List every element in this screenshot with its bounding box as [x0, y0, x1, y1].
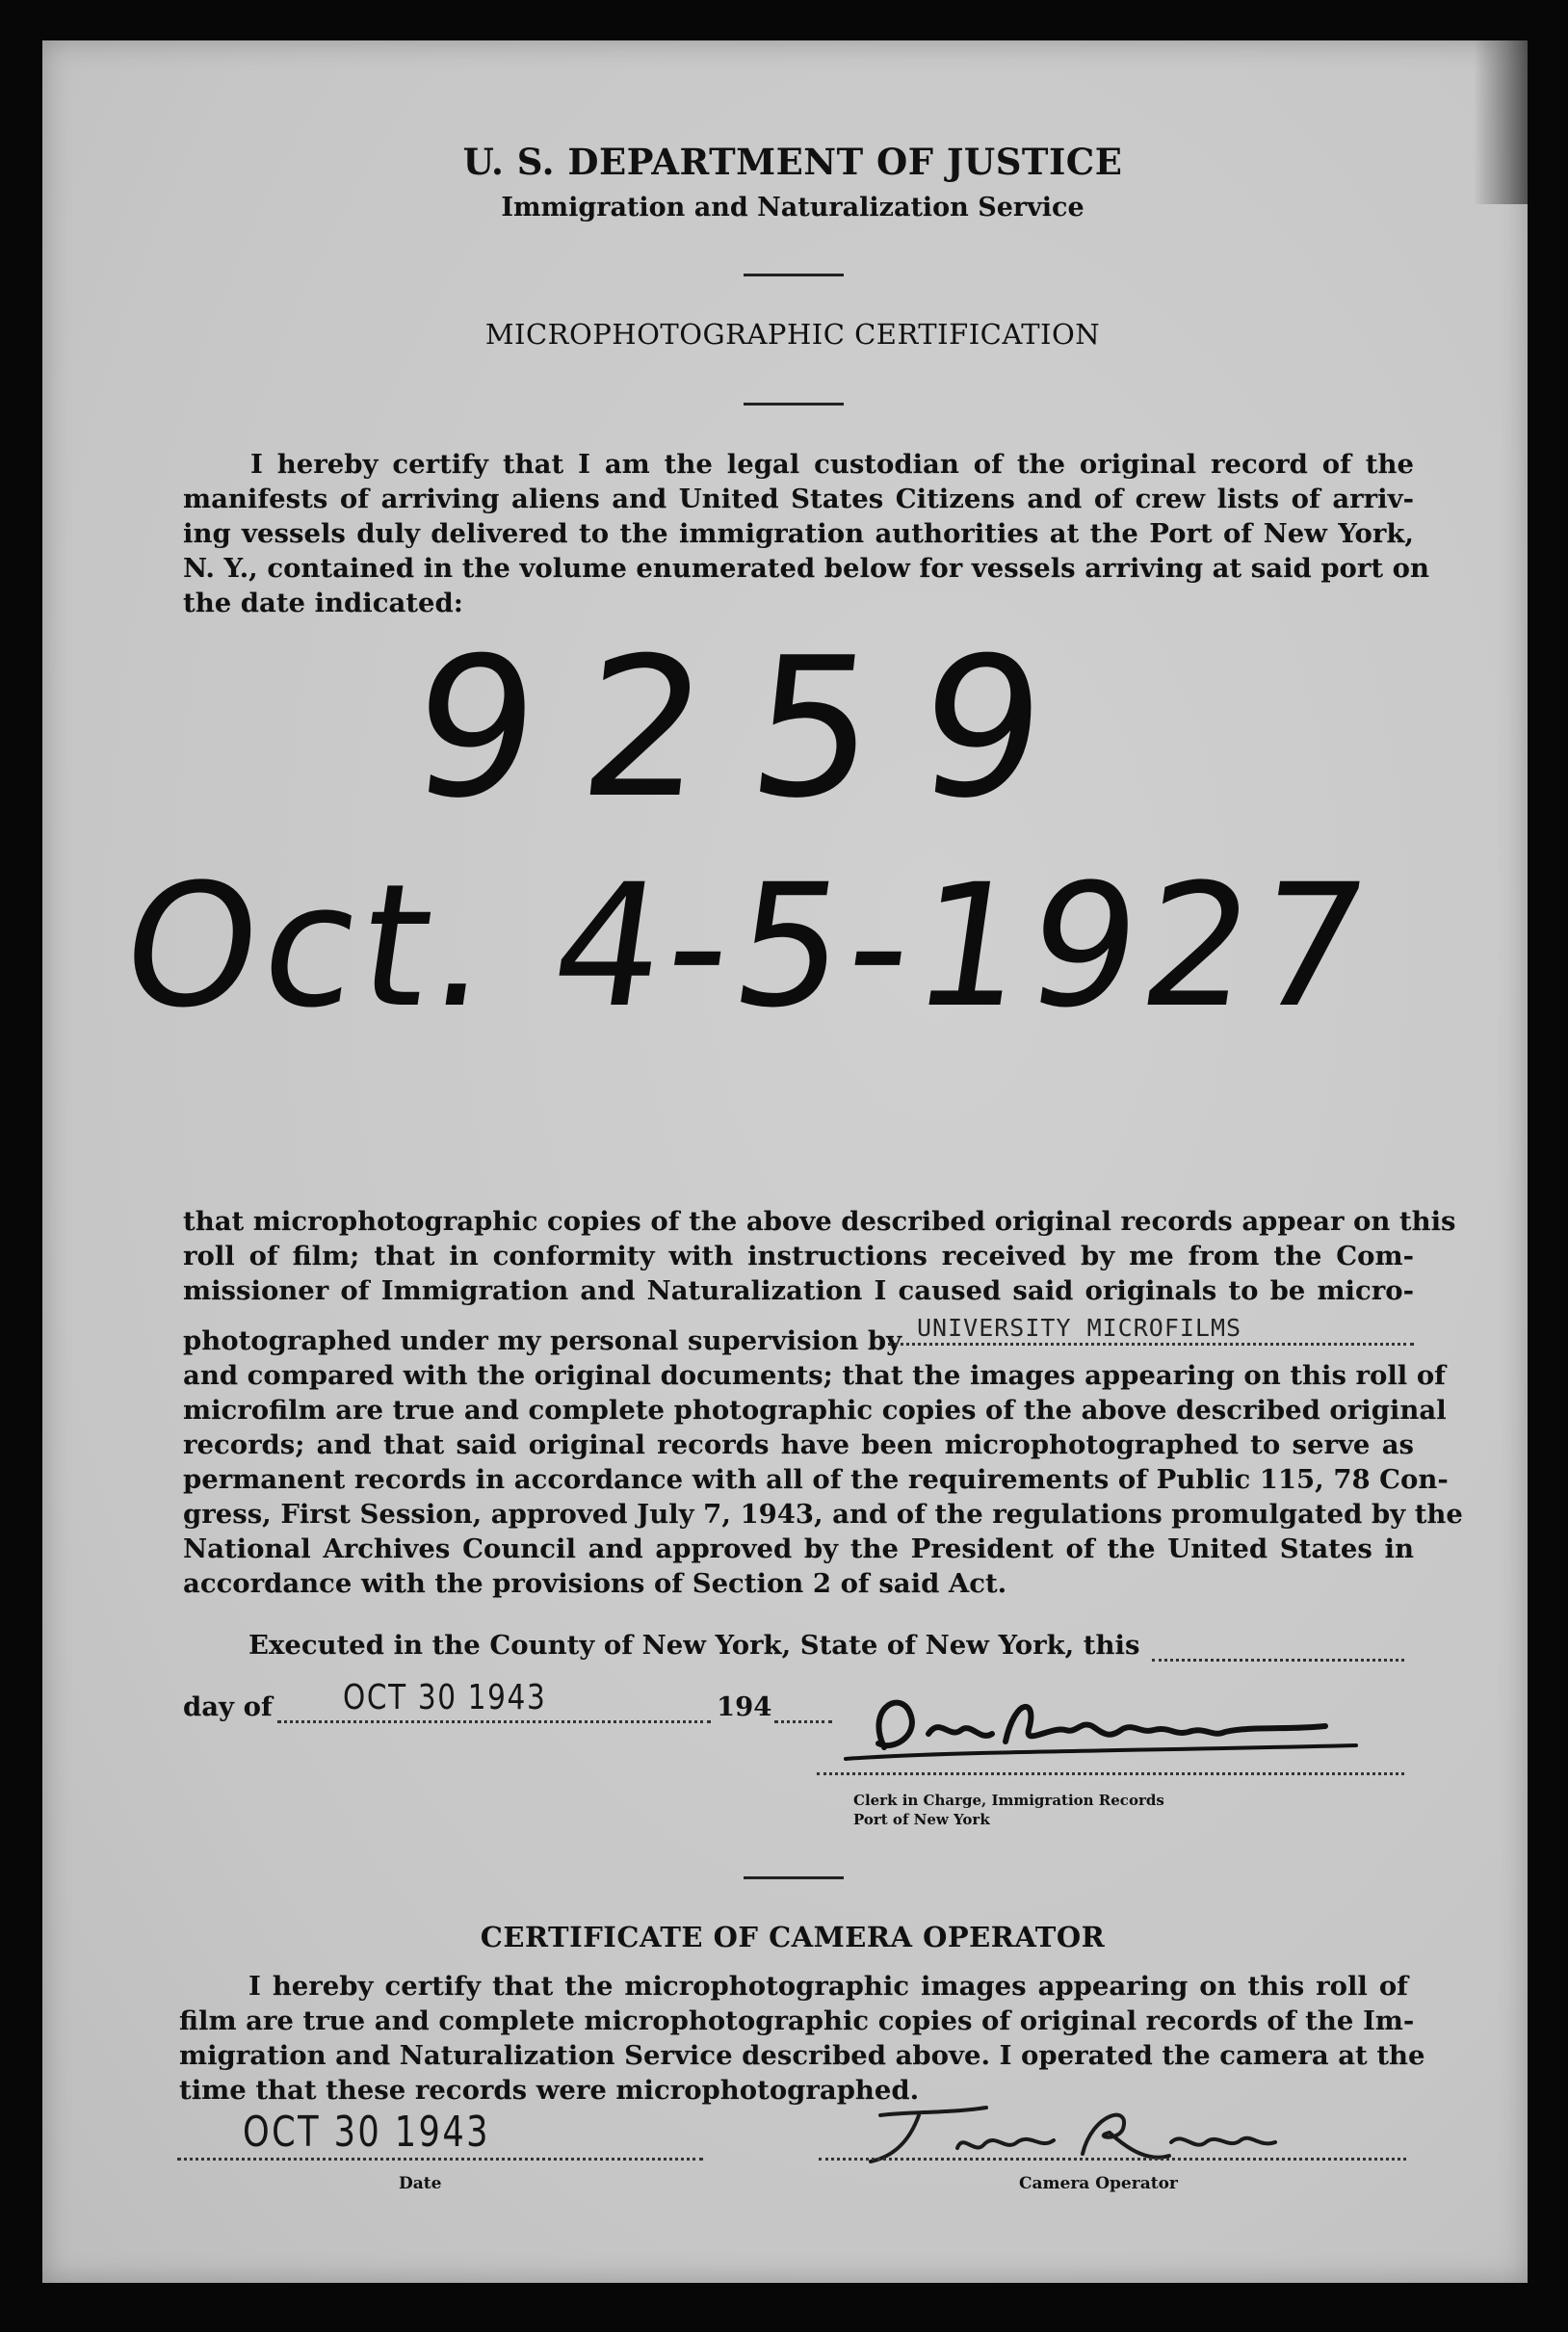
- camera-date-line: [177, 2158, 703, 2161]
- clerk-signature: [836, 1688, 1375, 1774]
- camera-line: time that these records were microphotographed.: [179, 2075, 920, 2106]
- camera-operator-label: Camera Operator: [1019, 2174, 1178, 2193]
- clerk-port: Port of New York: [853, 1811, 990, 1828]
- executed-dotted-line: [1152, 1659, 1404, 1662]
- camera-paragraph: [179, 1969, 1425, 2108]
- body-paragraph-1: [183, 1204, 1456, 1308]
- body-line: missioner of Immigration and Naturalization I caused said originals to be micro-: [183, 1275, 1414, 1306]
- intro-line: manifests of arriving aliens and United States Citizens and of crew lists of arriv-: [183, 484, 1414, 514]
- day-of-label: day of: [183, 1691, 273, 1722]
- body-line: National Archives Council and approved by the President of the United States in: [183, 1533, 1414, 1564]
- body-line: accordance with the provisions of Section 2 of said Act.: [183, 1568, 1007, 1599]
- executed-line: [248, 1628, 1154, 1663]
- clerk-title: Clerk in Charge, Immigration Records: [853, 1792, 1164, 1809]
- day-dotted-line: [277, 1720, 711, 1723]
- body-line: microfilm are true and complete photographic copies of the above described original: [183, 1395, 1447, 1426]
- day-stamp-date: OCT 30 1943: [343, 1678, 547, 1717]
- year-dotted-line: [774, 1720, 832, 1723]
- supervision-prefix: photographed under my personal supervision by: [183, 1325, 902, 1356]
- intro-line: N. Y., contained in the volume enumerated below for vessels arriving at said port on: [183, 553, 1429, 584]
- body-line: gress, First Session, approved July 7, 1943, and of the regulations promulgated by the: [183, 1499, 1463, 1530]
- date-label: Date: [399, 2174, 442, 2193]
- intro-line: I hereby certify that I am the legal custodian of the original record of the: [250, 449, 1414, 480]
- camera-operator-line: [819, 2158, 1406, 2161]
- intro-line: ing vessels duly delivered to the immigration authorities at the Port of New York,: [183, 518, 1414, 549]
- handwritten-date-range: Oct. 4-5-1927: [111, 848, 1385, 1045]
- camera-line: film are true and complete microphotographic copies of original records of the Im-: [179, 2005, 1415, 2036]
- camera-divider: [744, 1876, 844, 1879]
- body-line: roll of film; that in conformity with instructions received by me from the Com-: [183, 1241, 1414, 1271]
- header-divider: [744, 274, 844, 276]
- camera-operator-signature: [851, 2094, 1294, 2181]
- camera-line: migration and Naturalization Service described above. I operated the camera at the: [179, 2040, 1425, 2071]
- camera-stamp-date: OCT 30 1943: [243, 2108, 490, 2157]
- year-prefix: 194: [717, 1691, 772, 1722]
- title-divider: [744, 403, 844, 406]
- supervision-dotted-line: [888, 1343, 1414, 1346]
- executed-text: Executed in the County of New York, State of New York, this: [248, 1630, 1140, 1661]
- department-heading: U. S. DEPARTMENT OF JUSTICE: [462, 141, 1123, 183]
- body-paragraph-2: [183, 1358, 1463, 1601]
- body-line: that microphotographic copies of the above described original records appear on this: [183, 1206, 1456, 1237]
- body-line: permanent records in accordance with all of the requirements of Public 115, 78 Con-: [183, 1464, 1449, 1495]
- service-subheading: Immigration and Naturalization Service: [501, 193, 1085, 223]
- microfilm-company-stamp: UNIVERSITY MICROFILMS: [917, 1314, 1242, 1342]
- clerk-signature-line: [817, 1772, 1404, 1775]
- camera-line: I hereby certify that the microphotographic images appearing on this roll of: [248, 1971, 1408, 2002]
- body-line: and compared with the original documents; that the images appearing on this roll of: [183, 1360, 1446, 1391]
- camera-certificate-title: CERTIFICATE OF CAMERA OPERATOR: [480, 1921, 1106, 1953]
- handwritten-volume-number: 9259: [402, 616, 1102, 841]
- intro-paragraph: [183, 447, 1429, 620]
- intro-line: the date indicated:: [183, 588, 463, 618]
- body-line: records; and that said original records have been microphotographed to serve as: [183, 1429, 1414, 1460]
- certification-title: MICROPHOTOGRAPHIC CERTIFICATION: [484, 318, 1101, 351]
